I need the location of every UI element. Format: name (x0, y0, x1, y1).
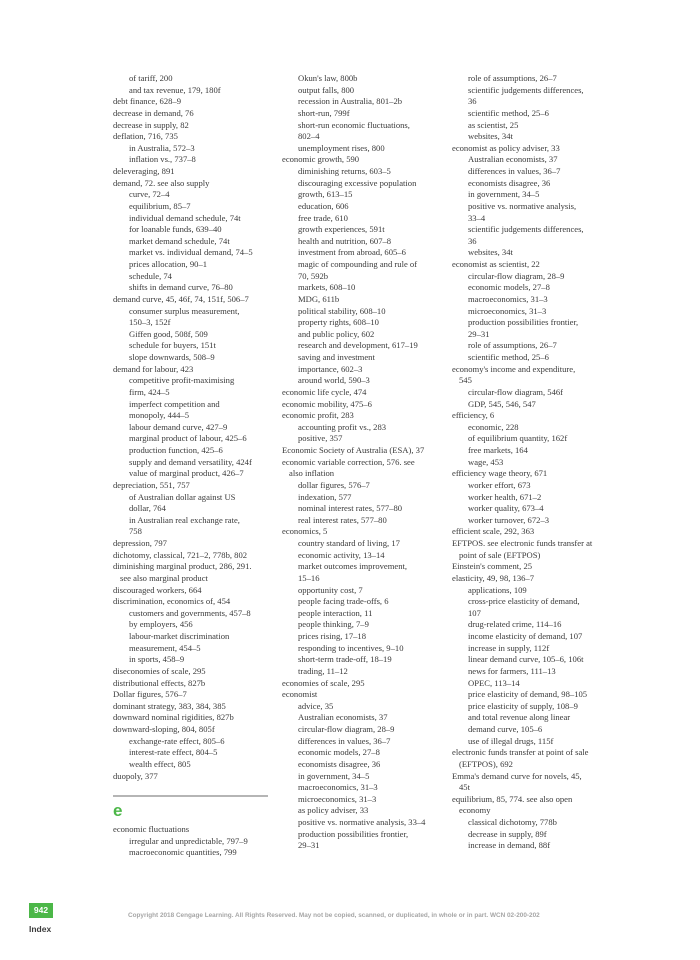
index-subentry: recession in Australia, 801–2b (298, 96, 403, 107)
index-subentry: saving and investment (298, 352, 375, 362)
index-subentry: as policy adviser, 33 (298, 805, 369, 816)
index-entry: economic mobility, 475–6 (282, 398, 372, 409)
index-entry: downward nominal rigidities, 827b (113, 712, 234, 723)
index-subentry: production function, 425–6 (129, 445, 223, 455)
index-subentry: decrease in supply, 89f (468, 828, 547, 839)
index-subentry: schedule for buyers, 151t (129, 340, 216, 351)
index-subentry: 758 (129, 526, 142, 537)
index-subentry: Giffen good, 508f, 509 (129, 328, 208, 339)
index-column-2 (282, 73, 444, 852)
index-entry: efficiency, 6 (452, 410, 495, 421)
index-subentry: in government, 34–5 (298, 770, 370, 781)
index-subentry: discouraging excessive population (298, 177, 417, 188)
index-subentry: economic, 228 (468, 421, 519, 432)
index-entry: deleveraging, 891 (113, 166, 175, 176)
index-subentry: inflation vs., 737–8 (129, 154, 196, 165)
index-subentry: worker health, 671–2 (468, 491, 542, 502)
index-subentry: research and development, 617–19 (298, 340, 418, 351)
index-subentry: diminishing returns, 603–5 (298, 166, 391, 176)
index-subentry: production possibilities frontier, (298, 828, 409, 839)
index-subentry: wealth effect, 805 (129, 758, 191, 769)
index-subentry: OPEC, 113–14 (468, 677, 520, 688)
index-entry: economic profit, 283 (282, 410, 354, 421)
index-subentry: 150–3, 152f (129, 317, 171, 328)
index-subentry: increase in demand, 88f (468, 840, 551, 851)
index-subentry: property rights, 608–10 (298, 317, 379, 328)
index-subentry: websites, 34t (468, 247, 513, 258)
index-subentry: nominal interest rates, 577–80 (298, 503, 403, 514)
index-entry: economic variable correction, 576. see (282, 456, 415, 467)
index-subentry: microeconomics, 31–3 (298, 793, 377, 804)
index-subentry: price elasticity of supply, 108–9 (468, 700, 578, 711)
index-subentry: 802–4 (298, 131, 320, 142)
index-entry: economist (282, 689, 318, 700)
index-entry: debt finance, 628–9 (113, 96, 182, 107)
index-subentry: applications, 109 (468, 584, 527, 595)
index-entry: 45t (459, 782, 470, 793)
index-subentry: production possibilities frontier, (468, 317, 579, 328)
index-entry: decrease in supply, 82 (113, 119, 189, 130)
index-subentry: trading, 11–12 (298, 665, 348, 676)
index-subentry: 70, 592b (298, 270, 329, 281)
index-subentry: slope downwards, 508–9 (129, 352, 215, 362)
index-subentry: news for farmers, 111–13 (468, 665, 556, 676)
index-entry: economy (459, 805, 491, 816)
index-subentry: scientific method, 25–6 (468, 352, 549, 362)
index-subentry: shifts in demand curve, 76–80 (129, 282, 233, 293)
index-entry: downward-sloping, 804, 805f (113, 724, 215, 734)
index-subentry: equilibrium, 85–7 (129, 200, 191, 211)
index-subentry: macroeconomic quantities, 799 (129, 847, 237, 858)
index-entry: distributional effects, 827b (113, 677, 206, 688)
index-entry: EFTPOS. see electronic funds transfer at (452, 538, 593, 548)
index-subentry: role of assumptions, 26–7 (468, 73, 557, 83)
index-subentry: 36 (468, 235, 477, 246)
index-subentry: and total revenue along linear (468, 712, 571, 723)
index-subentry: irregular and unpredictable, 797–9 (129, 835, 248, 846)
index-entry: 545 (459, 375, 472, 386)
index-entry: equilibrium, 85, 774. see also open (452, 793, 573, 804)
index-subentry: individual demand schedule, 74t (129, 212, 241, 223)
index-subentry: education, 606 (298, 200, 349, 211)
index-subentry: labour-market discrimination (129, 631, 230, 641)
page-number-badge: 942 (29, 903, 53, 918)
index-subentry: websites, 34t (468, 131, 513, 142)
index-subentry: curve, 72–4 (129, 189, 170, 200)
index-subentry: unemployment rises, 800 (298, 142, 385, 153)
index-subentry: macroeconomics, 31–3 (298, 782, 378, 793)
index-subentry: Australian economists, 37 (298, 712, 388, 723)
index-entry: discrimination, economics of, 454 (113, 596, 231, 607)
index-subentry: in sports, 458–9 (129, 654, 185, 665)
index-entry: elasticity, 49, 98, 136–7 (452, 572, 535, 583)
index-entry: economist as scientist, 22 (452, 259, 540, 269)
index-entry: dominant strategy, 383, 384, 385 (113, 700, 226, 711)
index-subentry: by employers, 456 (129, 619, 193, 630)
index-subentry: around world, 590–3 (298, 375, 370, 386)
index-entries (113, 73, 273, 782)
index-subentry: economic models, 27–8 (298, 747, 380, 758)
index-subentry: macroeconomics, 31–3 (468, 293, 548, 304)
index-entry: point of sale (EFTPOS) (459, 549, 541, 560)
index-subentry: free trade, 610 (298, 212, 348, 223)
index-subentry: competitive profit-maximising (129, 375, 235, 386)
index-subentry: imperfect competition and (129, 398, 220, 409)
index-subentry: investment from abroad, 605–6 (298, 247, 406, 258)
index-entry: discouraged workers, 664 (113, 584, 202, 595)
index-subentry: scientific method, 25–6 (468, 107, 549, 118)
index-subentry: economists disagree, 36 (468, 177, 551, 188)
index-entry: efficiency wage theory, 671 (452, 468, 548, 479)
index-subentry: dollar figures, 576–7 (298, 479, 370, 490)
index-subentry: in government, 34–5 (468, 189, 540, 200)
index-subentry: and tax revenue, 179, 180f (129, 84, 221, 95)
index-subentry: market outcomes improvement, (298, 561, 408, 572)
index-subentry: for loanable funds, 639–40 (129, 224, 222, 235)
index-subentry: 15–16 (298, 572, 320, 583)
index-subentry: consumer surplus measurement, (129, 305, 240, 316)
index-subentry: 29–31 (468, 328, 490, 339)
index-entry: diseconomies of scale, 295 (113, 665, 206, 676)
index-entry: demand curve, 45, 46f, 74, 151f, 506–7 (113, 293, 249, 304)
index-entry: electronic funds transfer at point of sale (452, 747, 589, 758)
index-subentry: role of assumptions, 26–7 (468, 340, 557, 351)
index-subentry: classical dichotomy, 778b (468, 817, 557, 827)
index-subentry: indexation, 577 (298, 491, 352, 502)
index-subentry: in Australia, 572–3 (129, 142, 195, 153)
index-entry: also inflation (289, 468, 335, 479)
index-subentry: customers and governments, 457–8 (129, 607, 251, 618)
index-entry: deflation, 716, 735 (113, 131, 178, 142)
index-entry: diminishing marginal product, 286, 291. (113, 561, 252, 572)
index-subentry: increase in supply, 112f (468, 642, 550, 653)
index-subentry: real interest rates, 577–80 (298, 514, 387, 525)
index-subentry: Okun's law, 800b (298, 73, 358, 83)
index-subentry: markets, 608–10 (298, 282, 356, 293)
index-subentry: output falls, 800 (298, 84, 355, 95)
index-subentry: country standard of living, 17 (298, 538, 400, 548)
index-subentry: short-run, 799f (298, 107, 350, 118)
index-subentry: positive vs. normative analysis, 33–4 (298, 817, 426, 827)
index-subentry: MDG, 611b (298, 293, 340, 304)
index-subentry: scientific judgements differences, (468, 84, 584, 95)
index-subentry: people interaction, 11 (298, 607, 373, 618)
index-subentry: linear demand curve, 105–6, 106t (468, 654, 584, 665)
index-subentry: people thinking, 7–9 (298, 619, 369, 630)
index-subentry: value of marginal product, 426–7 (129, 468, 244, 479)
index-subentry: demand curve, 105–6 (468, 724, 543, 734)
index-subentry: marginal product of labour, 425–6 (129, 433, 247, 444)
index-subentry: 36 (468, 96, 477, 107)
section-e-entries (113, 824, 273, 859)
section-divider (113, 795, 268, 797)
index-subentry: growth, 613–15 (298, 189, 353, 200)
index-subentry: cross-price elasticity of demand, (468, 596, 580, 607)
index-entries (452, 73, 622, 852)
index-subentry: price elasticity of demand, 98–105 (468, 689, 588, 700)
index-subentry: differences in values, 36–7 (298, 735, 391, 746)
index-subentry: exchange-rate effect, 805–6 (129, 735, 225, 746)
index-subentry: economists disagree, 36 (298, 758, 381, 769)
index-subentry: schedule, 74 (129, 270, 172, 281)
index-subentry: as scientist, 25 (468, 119, 519, 130)
index-subentry: GDP, 545, 546, 547 (468, 398, 536, 409)
index-entry: Economic Society of Australia (ESA), 37 (282, 445, 425, 455)
index-entry: (EFTPOS), 692 (459, 758, 513, 769)
index-entry: demand, 72. see also supply (113, 177, 210, 188)
copyright-notice: Copyright 2018 Cengage Learning. All Rights Reserved. May not be copied, scanned, or duplicated, in whole or in part. WCN 02-200-202 (128, 912, 540, 919)
index-subentry: circular-flow diagram, 546f (468, 386, 564, 397)
index-subentry: worker effort, 673 (468, 479, 531, 490)
index-subentry: economic models, 27–8 (468, 282, 550, 293)
index-subentry: responding to incentives, 9–10 (298, 642, 404, 653)
index-subentry: differences in values, 36–7 (468, 166, 561, 176)
index-subentry: short-run economic fluctuations, (298, 119, 410, 130)
index-subentry: worker turnover, 672–3 (468, 514, 550, 525)
index-entry: duopoly, 377 (113, 770, 158, 781)
index-entry: depression, 797 (113, 538, 167, 548)
index-column-1 (113, 73, 273, 859)
index-entries (282, 73, 444, 852)
index-entry: demand for labour, 423 (113, 363, 194, 374)
index-entry: economies of scale, 295 (282, 677, 365, 688)
index-subentry: scientific judgements differences, (468, 224, 584, 235)
index-entry: efficient scale, 292, 363 (452, 526, 535, 537)
index-subentry: Australian economists, 37 (468, 154, 558, 165)
index-entry: see also marginal product (120, 572, 208, 583)
index-entry: dichotomy, classical, 721–2, 778b, 802 (113, 549, 248, 560)
index-subentry: importance, 602–3 (298, 363, 363, 374)
index-subentry: labour demand curve, 427–9 (129, 421, 228, 432)
index-subentry: prices rising, 17–18 (298, 631, 367, 641)
index-entry: decrease in demand, 76 (113, 107, 194, 118)
index-subentry: in Australian real exchange rate, (129, 514, 240, 525)
index-subentry: of equilibrium quantity, 162f (468, 433, 568, 444)
index-entry: Emma's demand curve for novels, 45, (452, 770, 582, 781)
index-subentry: wage, 453 (468, 456, 504, 467)
index-subentry: magic of compounding and rule of (298, 259, 418, 269)
index-entry: economy's income and expenditure, (452, 363, 576, 374)
index-subentry: firm, 424–5 (129, 386, 170, 397)
index-subentry: monopoly, 444–5 (129, 410, 190, 421)
index-subentry: microeconomics, 31–3 (468, 305, 547, 316)
index-subentry: use of illegal drugs, 115f (468, 735, 554, 746)
index-subentry: of Australian dollar against US (129, 491, 236, 502)
index-subentry: circular-flow diagram, 28–9 (298, 724, 395, 734)
running-footer-section: Index (29, 924, 52, 934)
index-subentry: circular-flow diagram, 28–9 (468, 270, 565, 281)
index-subentry: measurement, 454–5 (129, 642, 201, 653)
index-subentry: interest-rate effect, 804–5 (129, 747, 218, 758)
index-subentry: drug-related crime, 114–16 (468, 619, 562, 630)
index-subentry: political stability, 608–10 (298, 305, 386, 316)
index-entry: depreciation, 551, 757 (113, 479, 190, 490)
index-entry: economic life cycle, 474 (282, 386, 367, 397)
index-entry: economics, 5 (282, 526, 328, 537)
index-subentry: 107 (468, 607, 481, 618)
index-entry: economist as policy adviser, 33 (452, 142, 560, 153)
index-subentry: dollar, 764 (129, 503, 166, 514)
index-subentry: opportunity cost, 7 (298, 584, 363, 595)
index-subentry: market demand schedule, 74t (129, 235, 230, 246)
section-letter-heading: e (113, 801, 123, 821)
index-subentry: and public policy, 602 (298, 328, 375, 339)
index-entry: Einstein's comment, 25 (452, 561, 533, 572)
index-subentry: positive, 357 (298, 433, 343, 444)
index-subentry: free markets, 164 (468, 445, 528, 455)
index-subentry: of tariff, 200 (129, 73, 173, 83)
index-subentry: 29–31 (298, 840, 320, 851)
index-subentry: short-term trade-off, 18–19 (298, 654, 392, 665)
index-entry: economic growth, 590 (282, 154, 360, 165)
index-subentry: worker quality, 673–4 (468, 503, 544, 514)
index-subentry: positive vs. normative analysis, (468, 200, 577, 211)
index-subentry: accounting profit vs., 283 (298, 421, 387, 432)
index-subentry: health and nutrition, 607–8 (298, 235, 392, 246)
index-column-3 (452, 73, 622, 852)
index-subentry: supply and demand versatility, 424f (129, 456, 252, 467)
index-subentry: prices allocation, 90–1 (129, 259, 208, 269)
index-subentry: market vs. individual demand, 74–5 (129, 247, 253, 258)
index-subentry: growth experiences, 591t (298, 224, 385, 235)
index-subentry: 33–4 (468, 212, 486, 223)
index-subentry: people facing trade-offs, 6 (298, 596, 389, 607)
index-subentry: advice, 35 (298, 700, 334, 711)
index-entry: economic fluctuations (113, 824, 190, 835)
index-entry: Dollar figures, 576–7 (113, 689, 187, 700)
index-subentry: income elasticity of demand, 107 (468, 631, 583, 641)
index-subentry: economic activity, 13–14 (298, 549, 385, 560)
